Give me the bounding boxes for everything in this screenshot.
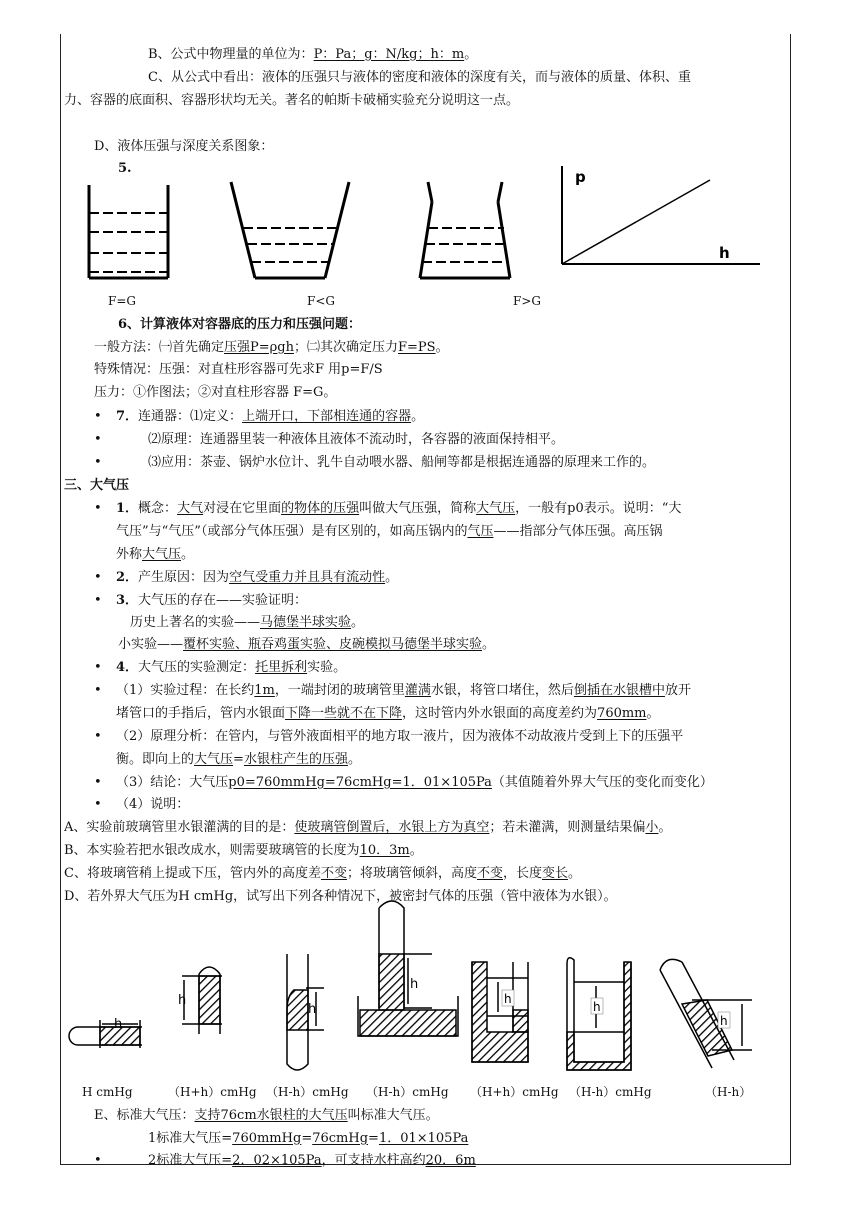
line-note-c: C、将玻璃管稍上提或下压，管内外的高度差不变；将玻璃管倾斜，高度不变，长度变长。: [64, 866, 582, 881]
bullet: •: [94, 660, 102, 675]
line-a1-c: 外称大气压。: [116, 547, 195, 562]
line-a3-history: 历史上著名的实验——马德堡半球实验。: [130, 615, 365, 630]
bullet: •: [94, 570, 102, 585]
line-7-definition: 7．连通器：⑴定义：上端开口，下部相连通的容器。: [116, 409, 425, 424]
sealed-gas-tube-diagrams: [62, 900, 762, 1080]
tube-caption-6: （H-h）cmHg: [569, 1085, 652, 1099]
tube-caption-5: （H+h）cmHg: [470, 1085, 559, 1099]
line-a3: 3．大气压的存在——实验证明：: [116, 593, 308, 608]
tube-vertical-down: [182, 967, 222, 1034]
tube-2-h-label: h: [178, 993, 187, 1008]
line-7-application: ⑶应用：茶壶、锅炉水位计、乳牛自动喂水器、船闸等都是根据连通器的原理来工作的。: [148, 455, 656, 470]
caption-f-lt-g: F<G: [307, 294, 335, 308]
bullet: •: [94, 729, 102, 744]
line-a1-b: 气压”与“气压”（或部分气体压强）是有区别的，如高压锅内的气压——指部分气体压强。高压锅: [116, 524, 663, 539]
tube-caption-4: （H-h）cmHg: [366, 1085, 449, 1099]
pressure-depth-graph: [555, 158, 765, 273]
line-a7: （3）结论：大气压p0=760mmHg=76cmHg=1．01×105Pa（其值随着外界大气压的变化而变化）: [116, 775, 713, 790]
tube-caption-1: H cmHg: [82, 1085, 133, 1099]
bullet: •: [94, 775, 102, 790]
graph-p-label: p: [575, 168, 586, 186]
bullet: •: [94, 409, 102, 424]
section-heading-atmosphere: 三、大气压: [64, 478, 130, 493]
container-narrow-top-diagram: [410, 180, 520, 295]
tube-inclined: [660, 959, 752, 1068]
tube-horizontal: [69, 1020, 142, 1048]
bullet: •: [94, 455, 102, 470]
line-a6-b: 衡。即向上的大气压=水银柱产生的压强。: [116, 752, 361, 767]
tube-4-h-label: h: [410, 977, 419, 992]
line-note-d: D、若外界大气压为H cmHg，试写出下列各种情况下，被密封气体的压强（管中液体为水银）。: [64, 889, 617, 904]
line-a5-b: 堵管口的手指后，管内水银面下降一些就不在下降，这时管内外水银面的高度差约为760mm。: [116, 706, 660, 721]
bullet: •: [94, 1153, 102, 1168]
line-general-method: 一般方法：㈠首先确定压强P=ρgh；㈡其次确定压力F=PS。: [94, 340, 449, 355]
line-force: 压力：①作图法；②对直柱形容器 F=G。: [94, 385, 337, 400]
line-c-a: C、从公式中看出：液体的压强只与液体的密度和液体的深度有关，而与液体的质量、体积、重: [148, 70, 691, 85]
tube-7-h-label: h: [720, 1014, 728, 1028]
bullet: •: [94, 501, 102, 516]
line-note-a: A、实验前玻璃管里水银灌满的目的是：使玻璃管倒置后，水银上方为真空；若未灌满，则测量结果偏小。: [64, 820, 672, 835]
line-e-one-atm: 1标准大气压=760mmHg=76cmHg=1．01×105Pa: [148, 1131, 469, 1146]
tube-5-h-label: h: [504, 992, 512, 1006]
graph-h-label: h: [719, 244, 730, 262]
line-7-principle: ⑵原理：连通器里装一种液体且液体不流动时，各容器的液面保持相平。: [148, 432, 565, 447]
caption-f-gt-g: F>G: [513, 294, 541, 308]
caption-f-eq-g: F=G: [108, 294, 136, 308]
line-a3-small: 小实验——覆杯实验、瓶吞鸡蛋实验、皮碗模拟马德堡半球实验。: [118, 637, 496, 652]
line-a4: 4．大气压的实验测定：托里拆利实验。: [116, 660, 347, 675]
bullet: •: [94, 593, 102, 608]
container-wide-top-diagram: [225, 178, 355, 293]
line-a1-a: 1．概念：大气对浸在它里面的物体的压强叫做大气压强，简称大气压，一般有p0表示。说明：“大: [116, 501, 682, 516]
tube-in-trough: [358, 901, 458, 1036]
item-number-5: 5.: [118, 161, 132, 176]
tube-caption-2: （H+h）cmHg: [168, 1085, 257, 1099]
bullet: •: [94, 797, 102, 812]
line-note-b: B、本实验若把水银改成水，则需要玻璃管的长度为10．3m。: [64, 843, 423, 858]
tube-vertical-up: [287, 954, 324, 1070]
u-tube-plus: [472, 962, 528, 1062]
line-e-two-atm: 2标准大气压=2．02×105Pa，可支持水柱高约20．6m: [148, 1153, 476, 1168]
line-c-b: 力、容器的底面积、容器形状均无关。著名的帕斯卡破桶实验充分说明这一点。: [64, 93, 520, 108]
bullet: •: [94, 683, 102, 698]
line-6: 6、计算液体对容器底的压力和压强问题：: [118, 317, 362, 332]
tube-caption-3: （H-h）cmHg: [266, 1085, 349, 1099]
line-a8: （4）说明：: [116, 797, 190, 812]
tube-3-h-label: h: [308, 1002, 317, 1017]
line-a2: 2．产生原因：因为空气受重力并且具有流动性。: [116, 570, 399, 585]
line-a5-a: （1）实验过程：在长约1m，一端封闭的玻璃管里灌满水银，将管口堵住，然后倒插在水银槽中放开: [116, 683, 691, 698]
bullet: •: [94, 432, 102, 447]
line-e-standard: E、标准大气压：支持76cm水银柱的大气压叫标准大气压。: [94, 1108, 439, 1123]
tube-6-h-label: h: [593, 1000, 601, 1014]
tube-caption-7: （H-h）: [705, 1085, 752, 1099]
container-straight-diagram: [80, 175, 190, 290]
line-units: B、公式中物理量的单位为：P：Pa；g：N/kg；h：m。: [148, 47, 478, 62]
line-a6-a: （2）原理分析：在管内，与管外液面相平的地方取一液片，因为液体不动故液片受到上下的压强平: [116, 729, 684, 744]
tube-1-h-label: h: [114, 1017, 123, 1032]
line-special-case: 特殊情况：压强：对直柱形容器可先求F 用p=F/S: [94, 362, 383, 377]
line-d: D、液体压强与深度关系图象：: [94, 139, 274, 154]
